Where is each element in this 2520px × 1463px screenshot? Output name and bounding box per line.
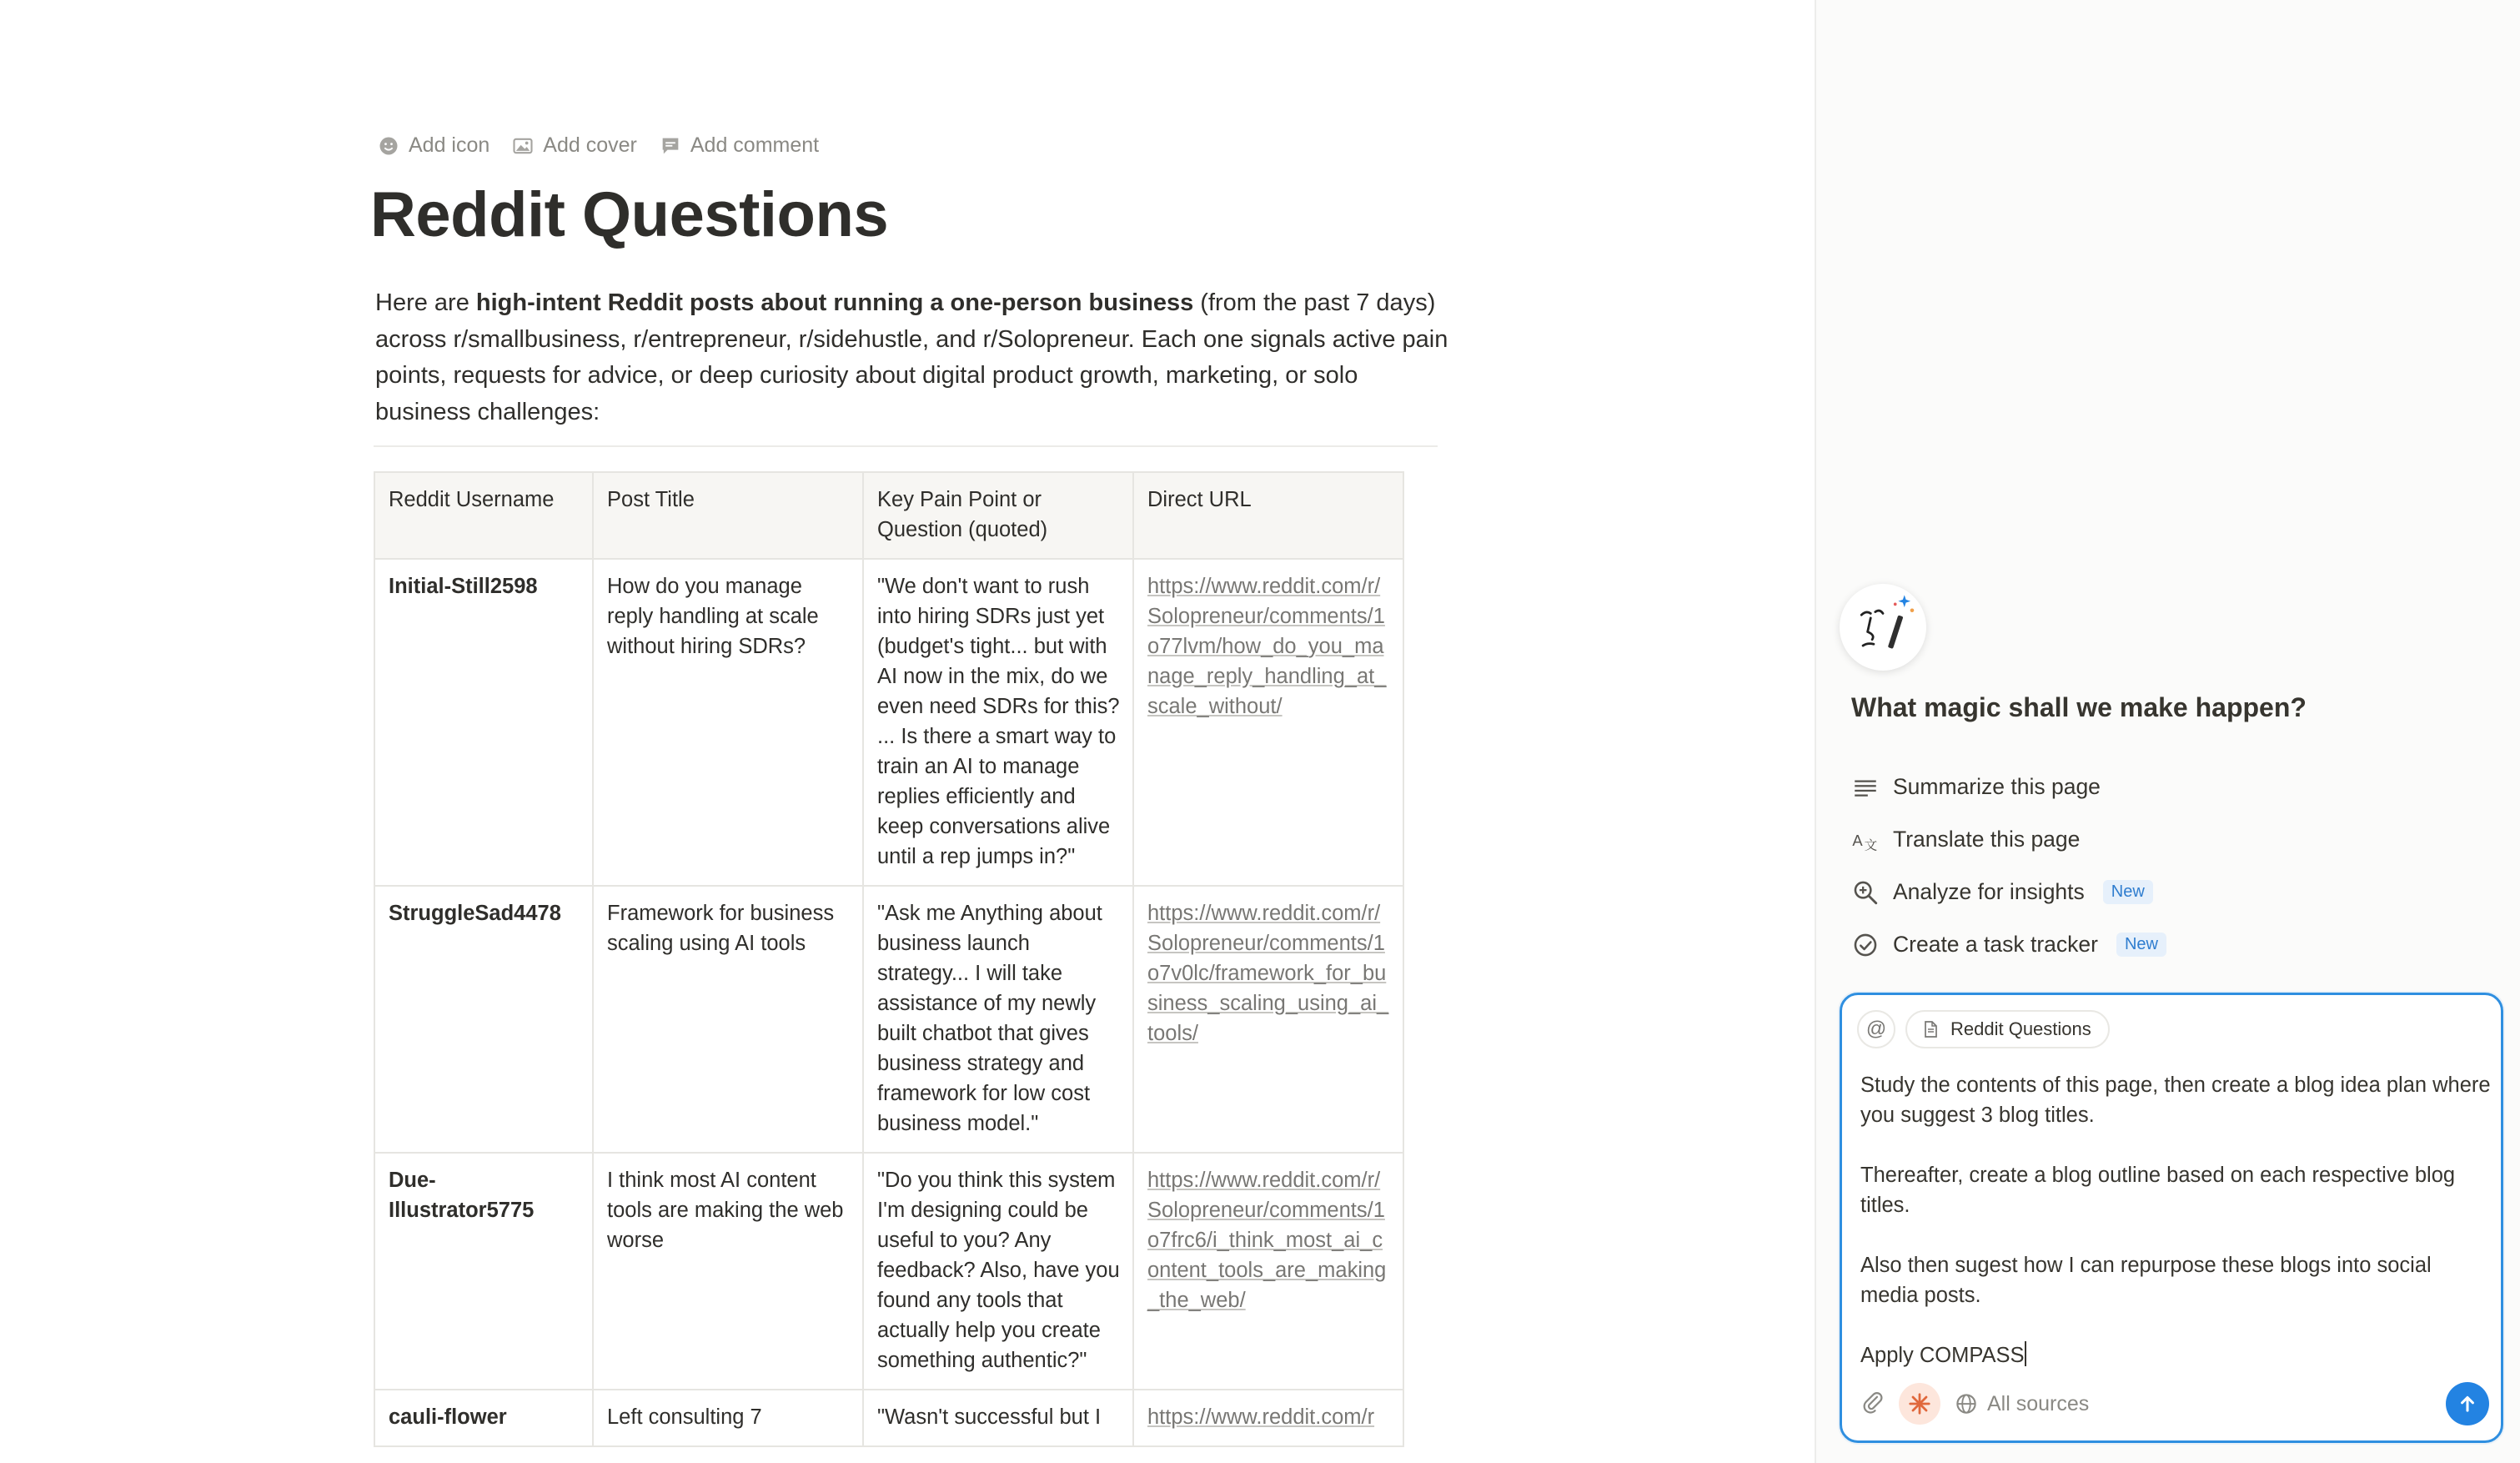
column-header[interactable]: Reddit Username [374, 472, 593, 559]
divider [374, 445, 1438, 447]
username-cell[interactable]: cauli-flower [374, 1390, 593, 1446]
context-row [1857, 1010, 2110, 1048]
suggestion-label: Create a task tracker [1893, 932, 2098, 957]
username-cell[interactable]: StruggleSad4478 [374, 886, 593, 1153]
summary-lines-icon [1851, 773, 1880, 802]
ai-prompt-box[interactable] [1840, 993, 2503, 1443]
add-icon-label: Add icon [409, 133, 490, 157]
context-chip-label: Reddit Questions [1950, 1018, 2091, 1039]
page-title[interactable]: Reddit Questions [370, 179, 889, 250]
page-icon [1920, 1019, 1940, 1039]
magic-wand-face-icon [1845, 589, 1921, 666]
page-actions [377, 133, 819, 158]
svg-text:A: A [1852, 831, 1863, 849]
post-title-cell[interactable]: I think most AI content tools are making the web worse [593, 1153, 863, 1390]
intro-bold: high-intent Reddit posts about running a one-person business [475, 289, 1194, 316]
model-selector-button[interactable] [1899, 1383, 1940, 1425]
ai-heading: What magic shall we make happen? [1851, 692, 2307, 722]
add-cover-label: Add cover [543, 133, 637, 157]
add-comment-button[interactable] [659, 133, 819, 158]
pain-point-cell[interactable]: "Do you think this system I'm designing could be useful to you? Any feedback? Also, have you found any tools that actually help you create something authentic?" [863, 1153, 1133, 1390]
context-page-chip[interactable] [1905, 1010, 2110, 1048]
summarize-page-option[interactable] [1851, 761, 2452, 813]
url-link[interactable]: https://www.reddit.com/r [1133, 1390, 1403, 1446]
url-link[interactable]: https://www.reddit.com/r/Solopreneur/comments/1o7v0lc/framework_for_business_scaling_using_ai_tools/ [1133, 886, 1403, 1153]
pain-point-cell[interactable]: "Ask me Anything about business launch strategy... I will take assistance of my newly built chatbot that gives business strategy and framework for low cost business model." [863, 886, 1133, 1153]
intro-prefix: Here are [375, 289, 476, 316]
check-circle-icon [1851, 931, 1880, 959]
suggestion-label: Summarize this page [1893, 774, 2101, 799]
sources-selector[interactable] [1954, 1391, 2089, 1416]
prompt-toolbar [1860, 1380, 2489, 1427]
username-cell[interactable]: Initial-Still2598 [374, 559, 593, 886]
column-header[interactable]: Direct URL [1133, 472, 1403, 559]
send-button[interactable] [2446, 1382, 2489, 1425]
suggestion-label: Analyze for insights [1893, 879, 2085, 904]
reddit-posts-table [374, 471, 1404, 1447]
post-title-cell[interactable]: Framework for business scaling using AI tools [593, 886, 863, 1153]
column-header[interactable]: Post Title [593, 472, 863, 559]
ai-suggestion-list [1851, 761, 2452, 971]
paperclip-icon [1860, 1390, 1885, 1415]
magnifier-plus-icon [1851, 878, 1880, 907]
prompt-input[interactable] [1860, 1070, 2494, 1370]
suggestion-label: Translate this page [1893, 827, 2081, 852]
globe-icon [1954, 1391, 1979, 1416]
arrow-up-icon [2456, 1392, 2479, 1415]
intro-paragraph[interactable] [375, 285, 1451, 430]
column-header[interactable]: Key Pain Point or Question (quoted) [863, 472, 1133, 559]
new-badge: New [2116, 933, 2166, 957]
comment-icon [659, 134, 682, 158]
pain-point-cell[interactable]: "Wasn't successful but I [863, 1390, 1133, 1446]
table-header-row [374, 472, 1403, 559]
table-row [374, 559, 1403, 886]
image-icon [511, 134, 535, 158]
ai-avatar [1840, 584, 1926, 671]
ai-assistant-panel [1815, 0, 2520, 1463]
at-sign-icon: @ [1865, 1018, 1887, 1040]
mention-button[interactable] [1857, 1010, 1895, 1048]
sources-label: All sources [1987, 1391, 2090, 1415]
new-badge: New [2103, 880, 2153, 904]
text-caret [2025, 1341, 2026, 1366]
add-icon-button[interactable] [377, 133, 489, 158]
sparkle-burst-icon [1907, 1391, 1932, 1416]
translate-page-option[interactable] [1851, 813, 2452, 866]
intro-suffix: (from the past 7 days) across r/smallbusiness, r/entrepreneur, r/sidehustle, and r/Solopreneur. Each one signals active pain points, requests for advice, or deep curiosity about digital product growth, marketing, or solo business challenges: [375, 289, 1448, 425]
prompt-text: Study the contents of this page, then create a blog idea plan where you suggest 3 blog titles. Thereafter, create a blog outline based on each respective blog titles. Also then sugest how I can repurpose these blogs into social media posts. Apply COMPASS [1860, 1073, 2491, 1367]
url-link[interactable]: https://www.reddit.com/r/Solopreneur/comments/1o7frc6/i_think_most_ai_content_tools_are_making_the_web/ [1133, 1153, 1403, 1390]
username-cell[interactable]: Due-Illustrator5775 [374, 1153, 593, 1390]
translate-icon [1851, 826, 1880, 854]
table-row [374, 1153, 1403, 1390]
analyze-insights-option[interactable] [1851, 866, 2452, 918]
add-cover-button[interactable] [511, 133, 637, 158]
table-row [374, 886, 1403, 1153]
attach-button[interactable] [1860, 1390, 1885, 1419]
add-comment-label: Add comment [690, 133, 820, 157]
table-row [374, 1390, 1403, 1446]
svg-text:文: 文 [1864, 837, 1878, 852]
pain-point-cell[interactable]: "We don't want to rush into hiring SDRs just yet (budget's tight... but with AI now in the mix, do we even need SDRs for this? ... Is there a smart way to train an AI to manage replies efficiently and keep conversations alive until a rep jumps in?" [863, 559, 1133, 886]
url-link[interactable]: https://www.reddit.com/r/Solopreneur/comments/1o77lvm/how_do_you_manage_reply_handling_at_scale_without/ [1133, 559, 1403, 886]
create-task-tracker-option[interactable] [1851, 918, 2452, 971]
post-title-cell[interactable]: Left consulting 7 [593, 1390, 863, 1446]
post-title-cell[interactable]: How do you manage reply handling at scale without hiring SDRs? [593, 559, 863, 886]
smiley-icon [377, 134, 400, 158]
